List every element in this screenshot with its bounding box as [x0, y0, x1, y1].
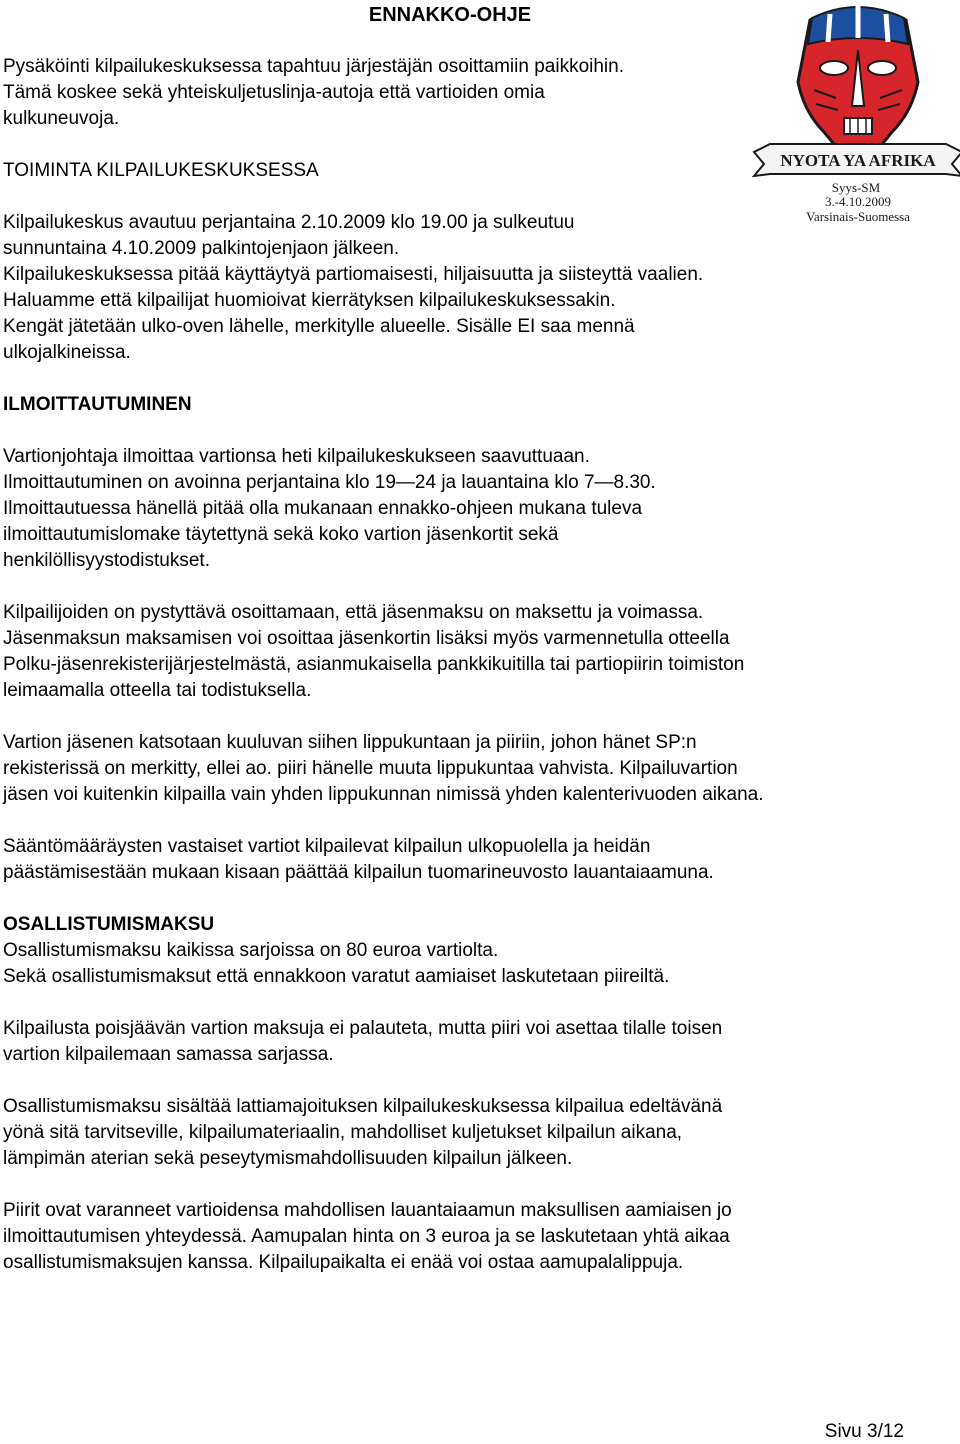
text-line: Jäsenmaksun maksamisen voi osoittaa jäsenkortin lisäksi myös varmennetulla otteella [3, 628, 730, 649]
section-heading-osallistumismaksu: OSALLISTUMISMAKSU [3, 914, 215, 935]
text-line: yönä sitä tarvitseville, kilpailumateriaalin, mahdolliset kuljetukset kilpailun aikana, [3, 1122, 683, 1143]
text-line: ulkojalkineissa. [3, 342, 131, 363]
logo-event: Syys-SM [831, 180, 881, 195]
section2-paragraph-4 [3, 834, 903, 886]
text-line: sunnuntaina 4.10.2009 palkintojenjaon jälkeen. [3, 238, 400, 259]
section3-paragraph-4 [3, 1198, 903, 1276]
text-line: kulkuneuvoja. [3, 108, 120, 129]
text-line: leimaamalla otteella tai todistuksella. [3, 680, 312, 701]
text-line: Kilpailijoiden on pystyttävä osoittamaan, että jäsenmaksu on maksettu ja voimassa. [3, 602, 704, 623]
text-line: Kilpailukeskuksessa pitää käyttäytyä partiomaisesti, hiljaisuutta ja siisteyttä vaalien. [3, 264, 704, 285]
text-line: jäsen voi kuitenkin kilpailla vain yhden lippukunnan nimissä yhden kalenterivuoden aikana. [3, 784, 764, 805]
section2-paragraph-1 [3, 444, 903, 574]
section3-paragraph-3 [3, 1094, 903, 1172]
intro-paragraph [3, 54, 903, 132]
text-line: vartion kilpailemaan samassa sarjassa. [3, 1044, 334, 1065]
text-line: Tämä koskee sekä yhteiskuljetuslinja-autoja että vartioiden omia [3, 82, 545, 103]
text-line: osallistumismaksujen kanssa. Kilpailupaikalta ei enää voi ostaa aamupalalippuja. [3, 1252, 684, 1273]
section2-paragraph-2 [3, 600, 903, 704]
text-line: henkilöllisyystodistukset. [3, 550, 210, 571]
logo-brand: NYOTA YA AFRIKA [780, 151, 936, 170]
section-heading-toiminta: TOIMINTA KILPAILUKESKUKSESSA [3, 160, 319, 181]
text-line: Sekä osallistumismaksut että ennakkoon varatut aamiaiset laskutetaan piireiltä. [3, 966, 670, 987]
section3-paragraph-2 [3, 1016, 903, 1068]
text-line: Polku-jäsenrekisterijärjestelmästä, asianmukaisella pankkikuitilla tai partiopiirin toimiston [3, 654, 745, 675]
text-line: Haluamme että kilpailijat huomioivat kierrätyksen kilpailukeskuksessakin. [3, 290, 616, 311]
text-line: lämpimän aterian sekä peseytymismahdollisuuden kilpailun jälkeen. [3, 1148, 573, 1169]
text-line: Sääntömääräysten vastaiset vartiot kilpailevat kilpailun ulkopuolella ja heidän [3, 836, 651, 857]
logo-region: Varsinais-Suomessa [806, 209, 910, 224]
text-line: Osallistumismaksu sisältää lattiamajoituksen kilpailukeskuksessa kilpailua edeltävänä [3, 1096, 723, 1117]
document-title: ENNAKKO-OHJE [368, 4, 532, 26]
text-line: päästämisestään mukaan kisaan päättää kilpailun tuomarineuvosto lauantaiaamuna. [3, 862, 714, 883]
text-line: Pysäköinti kilpailukeskuksessa tapahtuu järjestäjän osoittamiin paikkoihin. [3, 56, 624, 77]
text-line: Vartionjohtaja ilmoittaa vartionsa heti kilpailukeskukseen saavuttuaan. [3, 446, 590, 467]
section3-paragraph-1 [3, 938, 903, 990]
text-line: Ilmoittautuessa hänellä pitää olla mukanaan ennakko-ohjeen mukana tuleva [3, 498, 643, 519]
text-line: ilmoittautumisen yhteydessä. Aamupalan hinta on 3 euroa ja se laskutetaan yhtä aikaa [3, 1226, 730, 1247]
text-line: Piirit ovat varanneet vartioidensa mahdollisen lauantaiaamun maksullisen aamiaisen jo [3, 1200, 732, 1221]
text-line: rekisterissä on merkitty, ellei ao. piiri hänelle muuta lippukuntaa vahvista. Kilpailuvartion [3, 758, 738, 779]
text-line: Kilpailukeskus avautuu perjantaina 2.10.2009 klo 19.00 ja sulkeutuu [3, 212, 575, 233]
document-body [3, 54, 903, 1276]
section-heading-ilmoittautuminen: ILMOITTAUTUMINEN [3, 394, 192, 415]
page-number: Sivu 3/12 [824, 1421, 904, 1442]
section1-paragraph [3, 210, 903, 366]
section2-paragraph-3 [3, 730, 903, 808]
text-line: Kengät jätetään ulko-oven lähelle, merkitylle alueelle. Sisälle EI saa mennä [3, 316, 635, 337]
text-line: Kilpailusta poisjäävän vartion maksuja ei palauteta, mutta piiri voi asettaa tilalle toisen [3, 1018, 723, 1039]
text-line: Osallistumismaksu kaikissa sarjoissa on 80 euroa vartiolta. [3, 940, 499, 961]
text-line: Vartion jäsenen katsotaan kuuluvan siihen lippukuntaan ja piiriin, johon hänet SP:n [3, 732, 697, 753]
logo-dates: 3.-4.10.2009 [824, 194, 892, 209]
text-line: ilmoittautumislomake täytettynä sekä koko vartion jäsenkortit sekä [3, 524, 559, 545]
text-line: Ilmoittautuminen on avoinna perjantaina klo 19—24 ja lauantaina klo 7—8.30. [3, 472, 656, 493]
